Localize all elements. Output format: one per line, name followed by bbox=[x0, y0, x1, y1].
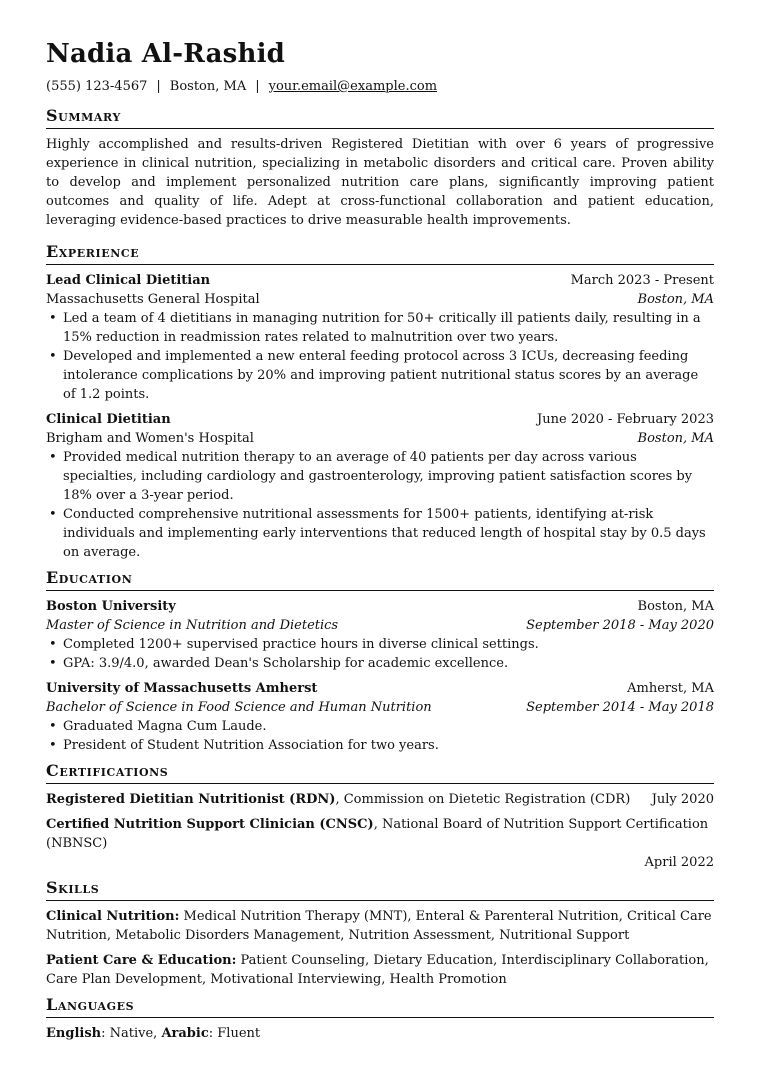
job-dates: June 2020 - February 2023 bbox=[537, 412, 714, 427]
job-bullets bbox=[46, 448, 714, 562]
school-dates: September 2014 - May 2018 bbox=[526, 700, 714, 715]
school-bullets bbox=[46, 717, 714, 755]
certification-name: Certified Nutrition Support Clinician (CNSC) bbox=[46, 817, 374, 832]
phone: (555) 123-4567 bbox=[46, 79, 148, 94]
degree: Bachelor of Science in Food Science and Human Nutrition bbox=[46, 700, 432, 715]
section-title-certifications: Certifications bbox=[46, 761, 714, 784]
job-dates: March 2023 - Present bbox=[570, 273, 714, 288]
school-bullets bbox=[46, 635, 714, 673]
certification-date: July 2020 bbox=[651, 792, 714, 807]
certification-issuer: , National Board of Nutrition Support Certification (NBNSC) bbox=[46, 817, 709, 851]
skill-label: Patient Care & Education: bbox=[46, 953, 237, 968]
education-section bbox=[46, 597, 714, 755]
school-entry bbox=[46, 679, 714, 755]
job-org: Massachusetts General Hospital bbox=[46, 292, 260, 307]
job-org: Brigham and Women's Hospital bbox=[46, 431, 254, 446]
list-item: • Led a team of 4 dietitians in managing nutrition for 50+ critically ill patients daily, resulting in a 15% reduction in readmission rates related to malnutrition over two years. bbox=[46, 309, 714, 347]
job-role: Lead Clinical Dietitian bbox=[46, 273, 211, 288]
separator: | bbox=[255, 79, 260, 94]
certifications-section bbox=[46, 790, 714, 872]
school-dates: September 2018 - May 2020 bbox=[526, 618, 714, 633]
languages-section bbox=[46, 1024, 714, 1043]
certification-item bbox=[46, 815, 714, 872]
section-title-experience: Experience bbox=[46, 242, 714, 265]
candidate-name: Nadia Al-Rashid bbox=[46, 39, 286, 69]
school-entry bbox=[46, 597, 714, 673]
list-item: • President of Student Nutrition Association for two years. bbox=[46, 736, 714, 755]
list-item: • GPA: 3.9/4.0, awarded Dean's Scholarship for academic excellence. bbox=[46, 654, 714, 673]
list-item: • Conducted comprehensive nutritional assessments for 1500+ patients, identifying at-risk individuals and implementing early interventions that reduced length of hospital stay by 0.5 days on average. bbox=[46, 505, 714, 562]
school-name: University of Massachusetts Amherst bbox=[46, 681, 318, 696]
list-item: • Provided medical nutrition therapy to an average of 40 patients per day across various specialties, including cardiology and gastroenterology, improving patient satisfaction scores by 18% over a 3-year period. bbox=[46, 448, 714, 505]
school-name: Boston University bbox=[46, 599, 176, 614]
certification-issuer: , Commission on Dietetic Registration (CDR) bbox=[335, 792, 631, 807]
section-title-languages: Languages bbox=[46, 995, 714, 1018]
contact-line bbox=[46, 78, 714, 96]
list-item: • Developed and implemented a new enteral feeding protocol across 3 ICUs, decreasing feeding intolerance complications by 20% and improving patient nutritional status scores by an average of 1.2 points. bbox=[46, 347, 714, 404]
skill-group bbox=[46, 907, 714, 945]
job-entry bbox=[46, 410, 714, 562]
language-level: : Native, bbox=[101, 1026, 162, 1041]
location: Boston, MA bbox=[169, 79, 247, 94]
language-name: English bbox=[46, 1026, 102, 1041]
experience-section bbox=[46, 271, 714, 562]
skill-group bbox=[46, 951, 714, 989]
section-title-education: Education bbox=[46, 568, 714, 591]
certification-date: April 2022 bbox=[644, 855, 714, 870]
section-title-summary: Summary bbox=[46, 106, 714, 129]
skill-text: Medical Nutrition Therapy (MNT), Enteral & Parenteral Nutrition, Critical Care Nutrition, Metabolic Disorders Management, Nutrition Assessment, Nutritional Support bbox=[46, 909, 712, 943]
job-bullets bbox=[46, 309, 714, 404]
school-location: Amherst, MA bbox=[627, 681, 714, 696]
email-link[interactable]: your.email@example.com bbox=[268, 79, 438, 94]
skill-label: Clinical Nutrition: bbox=[46, 909, 180, 924]
certification-name: Registered Dietitian Nutritionist (RDN) bbox=[46, 792, 336, 807]
job-role: Clinical Dietitian bbox=[46, 412, 171, 427]
list-item: • Completed 1200+ supervised practice hours in diverse clinical settings. bbox=[46, 635, 714, 654]
skill-text: Patient Counseling, Dietary Education, Interdisciplinary Collaboration, Care Plan Development, Motivational Interviewing, Health Promotion bbox=[46, 953, 709, 987]
certification-item bbox=[46, 790, 714, 809]
list-item: • Graduated Magna Cum Laude. bbox=[46, 717, 714, 736]
degree: Master of Science in Nutrition and Dietetics bbox=[46, 618, 339, 633]
section-title-skills: Skills bbox=[46, 878, 714, 901]
language-level: : Fluent bbox=[208, 1026, 261, 1041]
job-entry bbox=[46, 271, 714, 404]
separator: | bbox=[156, 79, 161, 94]
summary-text: Highly accomplished and results-driven Registered Dietitian with over 6 years of progressive experience in clinical nutrition, specializing in metabolic disorders and critical care. Proven ability to develop and implement personalized nutrition care plans, significantly improving patient outcomes and quality of life. Adept at cross-functional collaboration and patient education, leveraging evidence-based practices to drive measurable health improvements. bbox=[46, 137, 714, 228]
school-location: Boston, MA bbox=[637, 599, 714, 614]
language-name: Arabic bbox=[161, 1026, 209, 1041]
skills-section bbox=[46, 907, 714, 989]
job-location: Boston, MA bbox=[637, 292, 714, 307]
job-location: Boston, MA bbox=[637, 431, 714, 446]
